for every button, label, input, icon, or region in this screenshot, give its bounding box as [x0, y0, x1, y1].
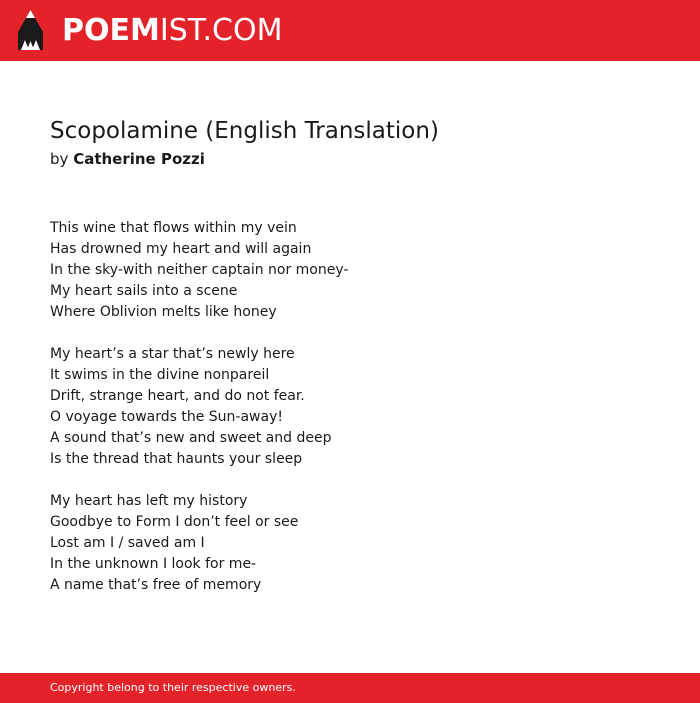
poem-line: Goodbye to Form I don’t feel or see	[50, 514, 299, 530]
poem-title: Scopolamine (English Translation)	[50, 118, 439, 144]
pencil-icon[interactable]	[18, 10, 43, 50]
poem-line: In the unknown I look for me-	[50, 556, 257, 572]
poem-line: My heart sails into a scene	[50, 283, 238, 299]
poem-line: A name that’s free of memory	[50, 577, 262, 593]
site-logo[interactable]	[62, 12, 282, 50]
site-footer	[0, 673, 700, 703]
poem-line: Drift, strange heart, and do not fear.	[50, 388, 305, 404]
poem-line: A sound that’s new and sweet and deep	[50, 430, 332, 446]
stanza	[50, 218, 670, 323]
author-name: Catherine Pozzi	[73, 150, 205, 168]
logo-light-text: IST.COM	[159, 13, 283, 48]
logo-bold-text: POEM	[62, 13, 160, 48]
poem-body	[50, 218, 670, 617]
poem-line: Is the thread that haunts your sleep	[50, 451, 303, 467]
site-header	[0, 0, 700, 61]
poem-line: In the sky-with neither captain nor money-	[50, 262, 349, 278]
poem-line: This wine that flows within my vein	[50, 220, 297, 236]
poem-line: O voyage towards the Sun-away!	[50, 409, 283, 425]
stanza	[50, 344, 670, 470]
poem-line: My heart’s a star that’s newly here	[50, 346, 295, 362]
poem-line: It swims in the divine nonpareil	[50, 367, 270, 383]
poem-line: My heart has left my history	[50, 493, 248, 509]
copyright-notice: Copyright belong to their respective owners.	[50, 681, 296, 694]
by-label: by	[50, 150, 69, 168]
poem-line: Where Oblivion melts like honey	[50, 304, 277, 320]
poem-line: Lost am I / saved am I	[50, 535, 205, 551]
byline	[50, 148, 205, 170]
stanza	[50, 491, 670, 596]
poem-line: Has drowned my heart and will again	[50, 241, 312, 257]
